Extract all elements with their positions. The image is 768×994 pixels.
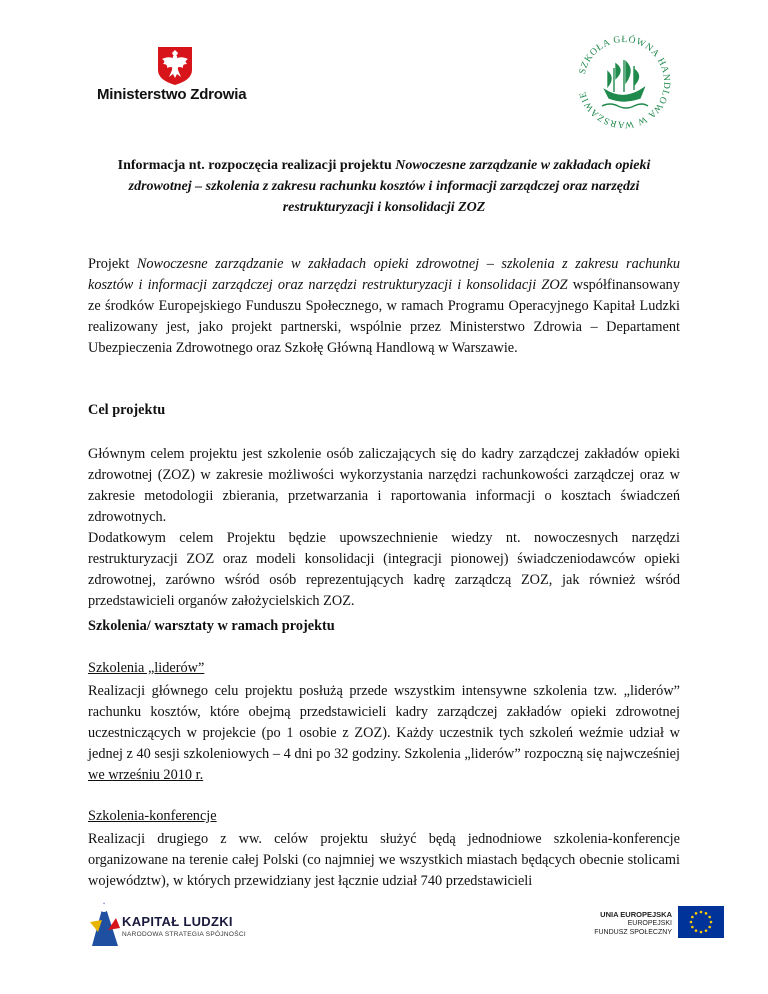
eu-star xyxy=(700,911,703,914)
eu-line-2: EUROPEJSKI xyxy=(627,920,672,927)
ship-icon xyxy=(602,60,648,108)
intro-paragraph xyxy=(88,254,680,359)
eu-star xyxy=(695,929,698,932)
eu-star xyxy=(700,931,703,934)
eu-label xyxy=(560,910,672,937)
intro-project-name: Nowoczesne zarządzanie w zakładach opieki zdrowotnej – szkolenia z zakresu rachunku kosztów i informacji zarządczej oraz narzędzi restrukturyzacji i konsolidacji ZOZ xyxy=(88,256,681,293)
star-icon xyxy=(90,902,120,946)
leaders-text: Realizacji głównego celu projektu posłużą przede wszystkim intensywne szkolenia tzw. „liderów” rachunku kosztów, które obejmą przedstawicieli kadry zarządczej zakładów opieki zdrowotnej uczestniczących w projekcie (po 1 osobie z ZOZ). Każdy uczestnik tych szkoleń weźmie udział w jednej z 40 sesji szkoleniowych – 4 dni po 32 godziny. Szkolenia „liderów” rozpoczną się najwcześniej xyxy=(88,683,680,762)
eu-star xyxy=(705,929,708,932)
eu-star xyxy=(695,912,698,915)
sgh-logo-text: SZKOŁA GŁÓWNA HANDLOWA W WARSZAWIE xyxy=(577,34,672,130)
polish-eagle-icon xyxy=(157,46,193,86)
title-project-name: Nowoczesne zarządzanie w zakładach opieki zdrowotnej – szkolenia z zakresu rachunku kosztów i informacji zarządczej oraz narzędzi restrukturyzacji i konsolidacji ZOZ xyxy=(128,158,651,215)
conferences-paragraph: Realizacji drugiego z ww. celów projektu służyć będą jednodniowe szkolenia-konferencje organizowane na terenie całej Polski (co najmniej we wszystkich miastach będących obecnie stolicami województw), w których przewidziany jest łącznie udział 740 przedstawicieli xyxy=(88,831,680,889)
eu-line-3: FUNDUSZ SPOŁECZNY xyxy=(594,929,672,936)
eu-star xyxy=(708,916,711,919)
eu-flag-icon xyxy=(678,906,724,938)
goal-heading: Cel projektu xyxy=(88,402,166,418)
eu-star xyxy=(710,921,713,924)
eu-line-1: UNIA EUROPEJSKA xyxy=(600,910,672,919)
eu-star xyxy=(691,916,694,919)
goal-paragraph-2: Dodatkowym celem Projektu będzie upowszechnienie wiedzy nt. nowoczesnych narzędzi restrukturyzacji ZOZ oraz modeli konsolidacji (integracji pionowej) świadczeniodawców opieki zdrowotnej, zarówno wśród osób reprezentujących kadrę zarządczą ZOZ, jak również wśród przedstawicieli organów założycielskich ZOZ. xyxy=(88,530,680,609)
eu-star xyxy=(705,912,708,915)
intro-rest: współfinansowany ze środków Europejskiego Funduszu Społecznego, w ramach Programu Operacyjnego Kapitał Ludzki realizowany jest, jako projekt partnerski, wspólnie przez Ministerstwo Zdrowia – Departament Ubezpieczenia Zdrowotnego oraz Szkołę Główną Handlową w Warszawie. xyxy=(88,277,680,356)
document-title xyxy=(112,155,656,218)
kapital-ludzki-title: KAPITAŁ LUDZKI xyxy=(122,914,233,929)
leaders-subheading: Szkolenia „liderów” xyxy=(88,660,205,676)
eu-star xyxy=(708,926,711,929)
ministry-name: Ministerstwo Zdrowia xyxy=(97,86,247,103)
sgh-logo xyxy=(572,30,676,134)
leaders-date: we wrześniu 2010 r. xyxy=(88,767,204,783)
eu-star xyxy=(691,926,694,929)
goal-paragraph-1: Głównym celem projektu jest szkolenie osób zaliczających się do kadry zarządczej zakładów opieki zdrowotnej (ZOZ) w zakresie możliwości wykorzystania narzędzi rachunkowości zarządczej oraz w zakresie metodologii zbierania, przetwarzania i raportowania informacji o kosztach świadczeń zdrowotnych. xyxy=(88,446,680,525)
goal-section xyxy=(88,444,680,612)
intro-lead: Projekt xyxy=(88,256,137,272)
conferences-subheading: Szkolenia-konferencje xyxy=(88,808,217,824)
title-lead: Informacja nt. rozpoczęcia realizacji projektu xyxy=(117,158,396,173)
kapital-ludzki-subtitle: NARODOWA STRATEGIA SPÓJNOŚCI xyxy=(122,931,246,938)
leaders-paragraph xyxy=(88,681,680,786)
eu-star xyxy=(690,921,693,924)
trainings-heading: Szkolenia/ warsztaty w ramach projektu xyxy=(88,618,335,634)
